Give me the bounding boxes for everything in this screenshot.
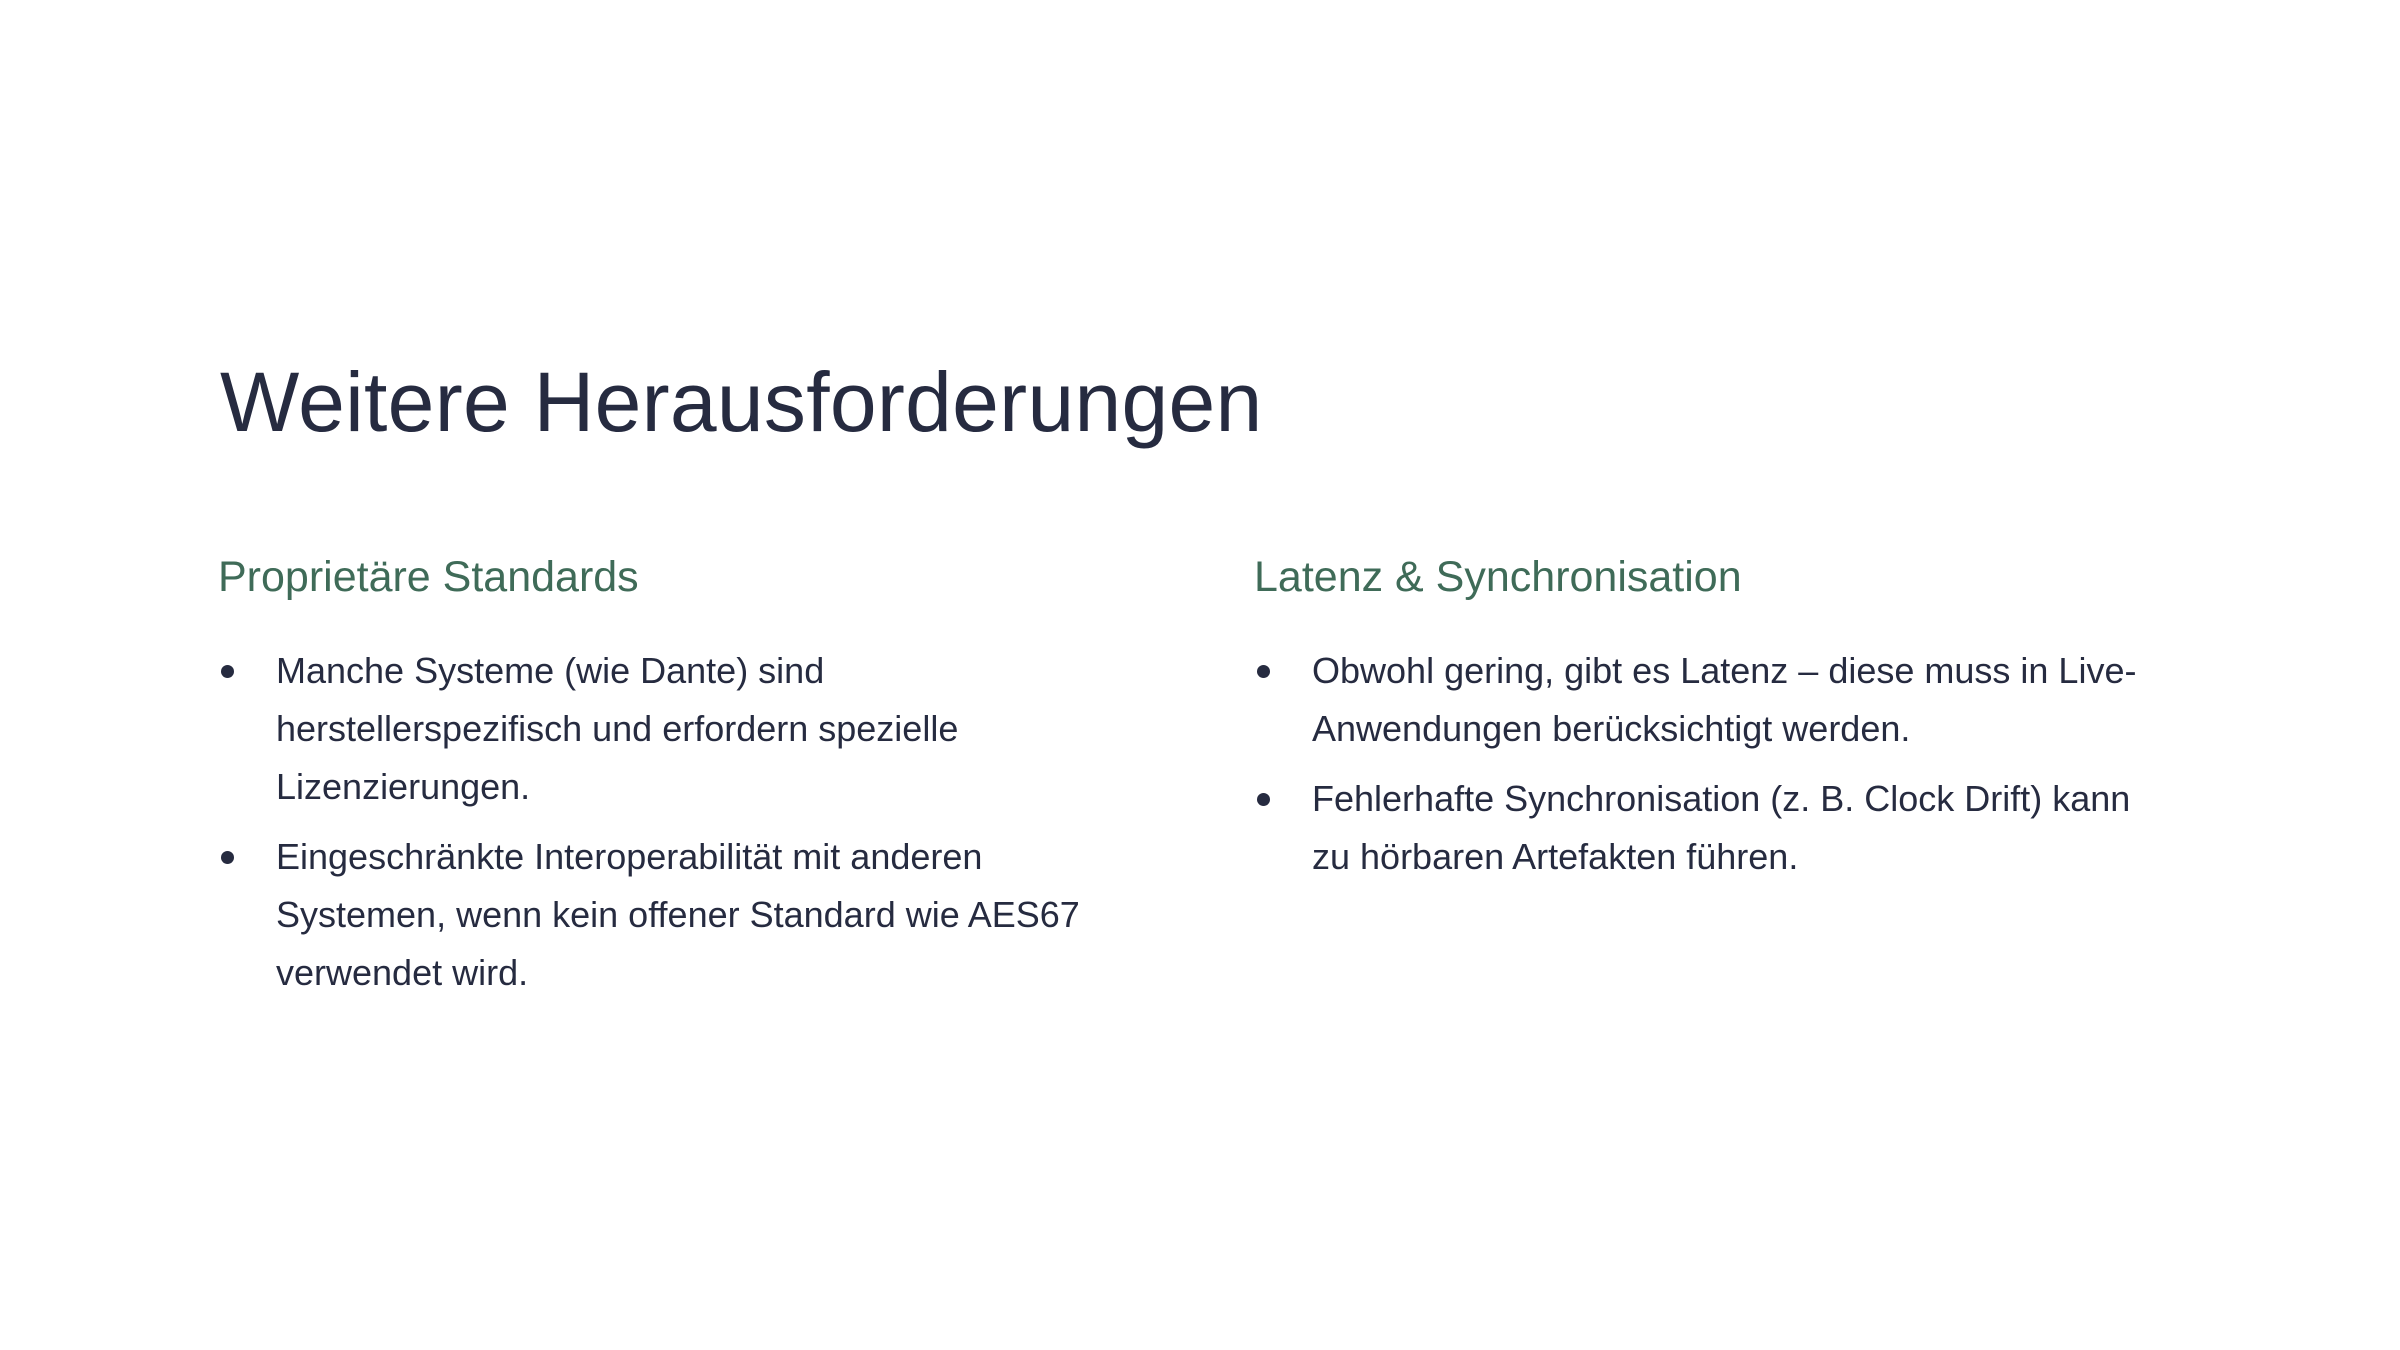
column-heading: Latenz & Synchronisation — [1254, 553, 1742, 601]
bullet-text: Eingeschränkte Interoperabilität mit anderen Systemen, wenn kein offener Standard wie AES67 verwendet wird. — [276, 836, 1080, 993]
bullet-text: Obwohl gering, gibt es Latenz – diese muss in Live-Anwendungen berücksichtigt werden. — [1312, 650, 2137, 749]
bullet-text: Manche Systeme (wie Dante) sind herstellerspezifisch und erfordern spezielle Lizenzierungen. — [276, 650, 959, 807]
bullet-dot-icon — [1257, 793, 1270, 806]
bullet-list — [1254, 642, 2174, 886]
bullet-dot-icon — [221, 851, 234, 864]
bullet-dot-icon — [1257, 665, 1270, 678]
column-latency-sync — [1254, 548, 2174, 898]
bullet-list — [218, 642, 1138, 1002]
bullet-item — [1254, 770, 2174, 886]
column-proprietary-standards — [218, 548, 1138, 1014]
slide-title: Weitere Herausforderungen — [220, 355, 1263, 449]
column-heading: Proprietäre Standards — [218, 553, 639, 601]
bullet-item — [218, 642, 1138, 816]
bullet-dot-icon — [221, 665, 234, 678]
bullet-text: Fehlerhafte Synchronisation (z. B. Clock Drift) kann zu hörbaren Artefakten führen. — [1312, 778, 2131, 877]
bullet-item — [218, 828, 1138, 1002]
bullet-item — [1254, 642, 2174, 758]
